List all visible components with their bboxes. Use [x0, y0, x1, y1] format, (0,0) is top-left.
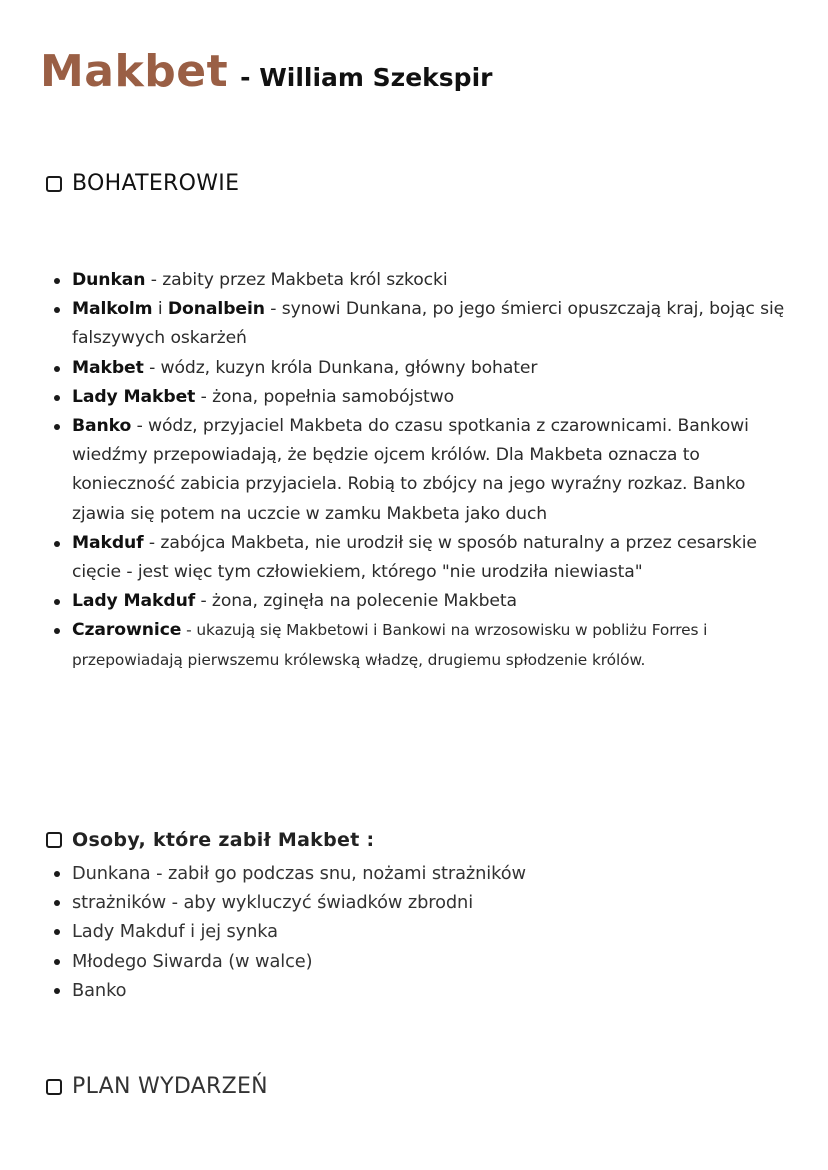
section-heading-victims: [46, 829, 374, 851]
hero-name: Banko: [72, 416, 132, 437]
hero-name: Dunkan: [72, 270, 146, 290]
title-main: Makbet: [40, 46, 229, 97]
list-item: Dunkana - zabił go podczas snu, nożami strażników: [48, 859, 796, 888]
hero-name: Lady Makduf: [72, 591, 196, 612]
heroes-list: [48, 266, 796, 675]
hero-name: Malkolm: [72, 299, 153, 320]
document-title: [40, 46, 492, 97]
title-author: - William Szekspir: [240, 63, 493, 92]
hero-name: Lady Makbet: [72, 386, 196, 407]
list-item: [48, 616, 796, 674]
list-item: [48, 383, 796, 412]
hero-description: - wódz, kuzyn króla Dunkana, główny bohater: [143, 357, 538, 378]
empty-checkbox-icon[interactable]: [46, 1079, 62, 1095]
empty-checkbox-icon[interactable]: [46, 176, 62, 192]
hero-description: - ukazują się Makbetowi i Bankowi na wrzosowisku w pobliżu Forres i przepowiadają pierwszemu królewską władzę, drugiemu spłodzenie królów.: [72, 621, 708, 669]
list-item: Banko: [48, 976, 796, 1005]
hero-description: - wódz, przyjaciel Makbeta do czasu spotkania z czarownicami. Bankowi wiedźmy przepowiadają, że będzie ojcem królów. Dla Makbeta oznacza to konieczność zabicia przyjaciela. Robią to zbójcy na jego wyraźny rozkaz. Banko zjawia się potem na uczcie w zamku Makbeta jako duch: [72, 416, 749, 524]
hero-description: - synowi Dunkana, po jego śmierci opuszczają kraj, bojąc się falszywych oskarżeń: [72, 299, 785, 349]
heading-text: BOHATEROWIE: [72, 171, 240, 196]
hero-name: Donalbein: [167, 299, 265, 320]
list-item: Młodego Siwarda (w walce): [48, 947, 796, 976]
list-item: Lady Makduf i jej synka: [48, 917, 796, 946]
hero-name: Makbet: [72, 357, 144, 378]
hero-description: - zabójca Makbeta, nie urodził się w sposób naturalny a przez cesarskie cięcie - jest więc tym człowiekiem, którego "nie urodziła niewiasta": [72, 532, 757, 583]
heading-text: PLAN WYDARZEŃ: [72, 1074, 268, 1099]
list-item: [48, 354, 796, 383]
list-item: strażników - aby wykluczyć świadków zbrodni: [48, 888, 796, 917]
hero-description: - żona, popełnia samobójstwo: [195, 386, 455, 407]
victims-list: [48, 859, 796, 1005]
list-item: [48, 529, 796, 587]
list-item: [48, 295, 796, 353]
list-item: [48, 412, 796, 529]
empty-checkbox-icon[interactable]: [46, 832, 62, 848]
heading-text: Osoby, które zabił Makbet :: [72, 829, 375, 851]
list-item: [48, 587, 796, 616]
hero-name: Czarownice: [72, 620, 182, 641]
list-item: [48, 266, 796, 295]
hero-description: - zabity przez Makbeta król szkocki: [145, 270, 448, 290]
hero-description: - żona, zginęła na polecenie Makbeta: [195, 591, 517, 612]
section-heading-heroes: [46, 171, 239, 196]
hero-name: Makduf: [72, 532, 144, 553]
section-heading-plan: [46, 1074, 268, 1099]
connector: i: [152, 299, 168, 320]
